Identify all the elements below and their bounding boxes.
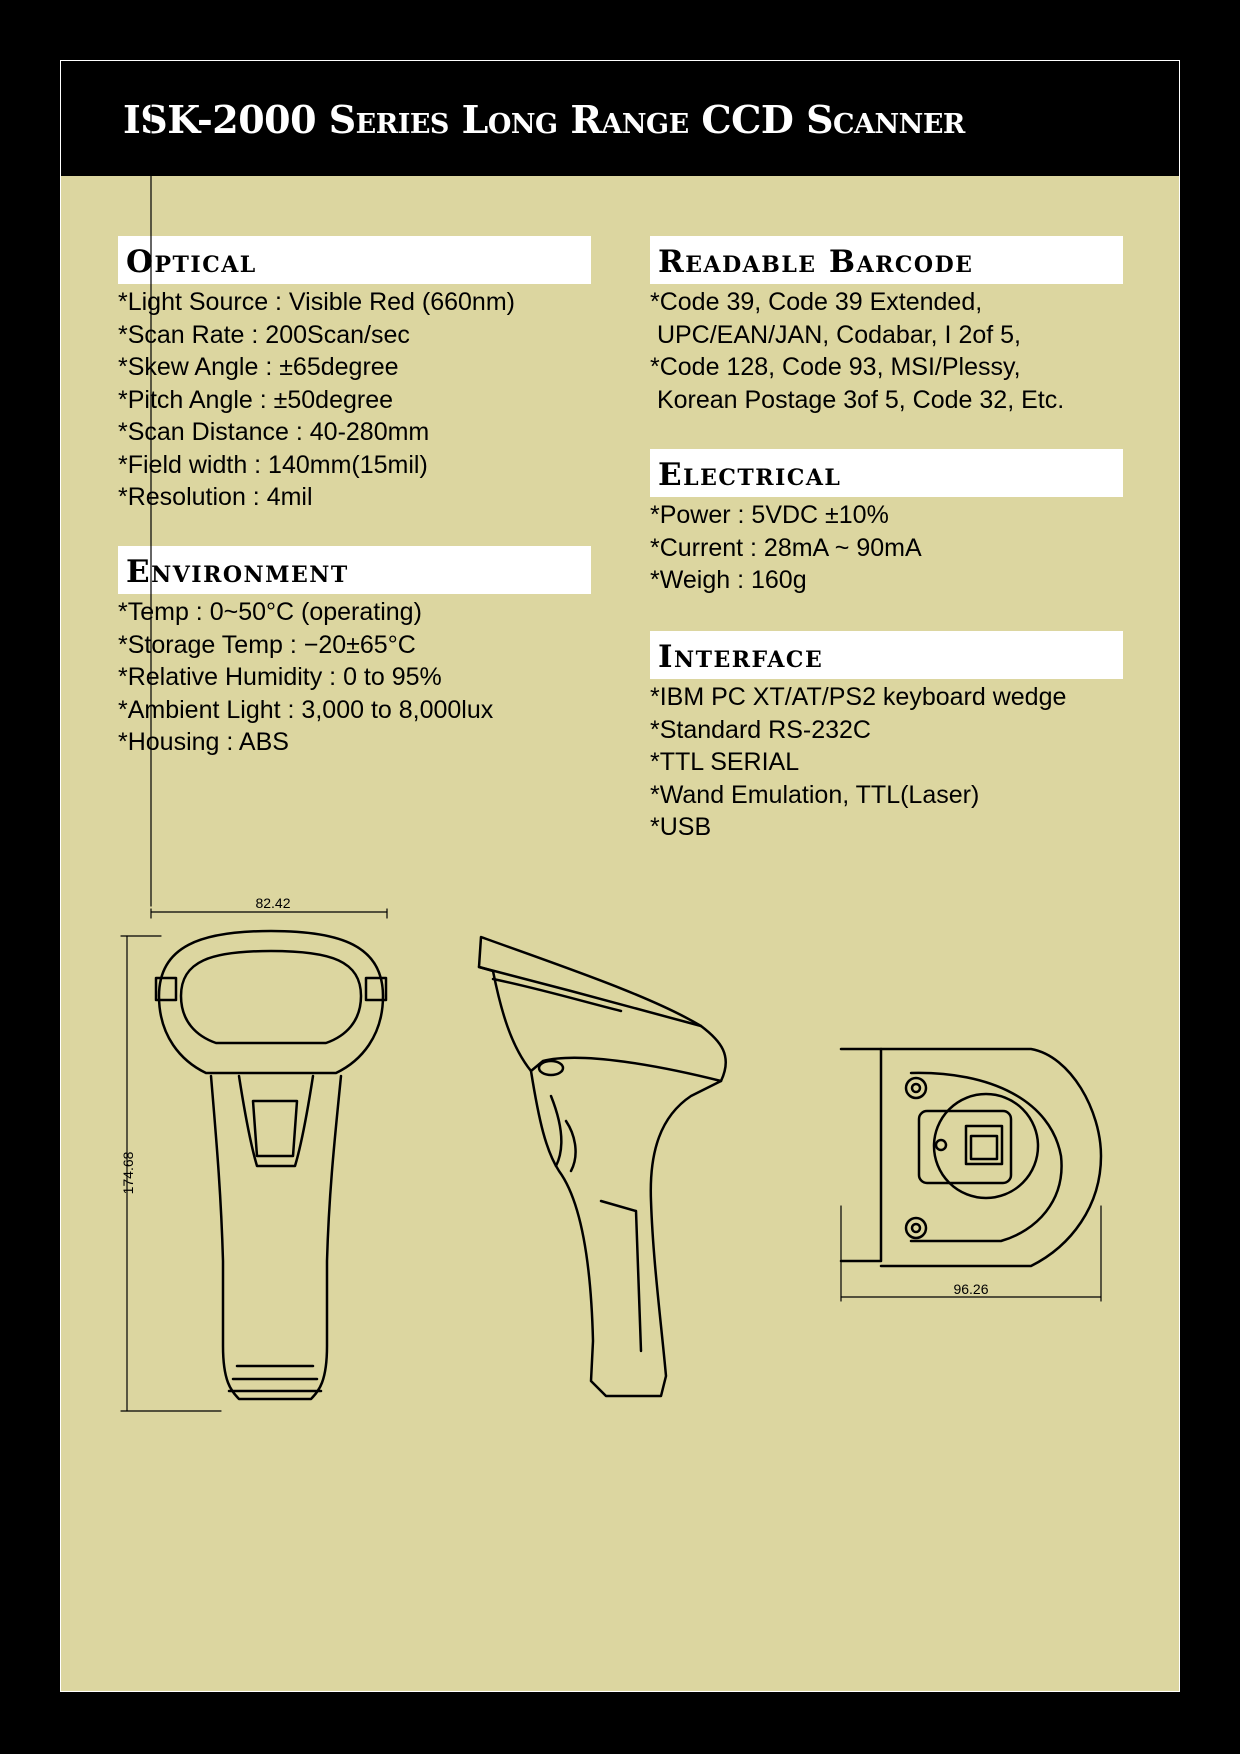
optical-spec-list [118, 286, 591, 514]
environment-spec-list [118, 596, 591, 759]
spec-item: *Code 128, Code 93, MSI/Plessy, [650, 353, 1021, 381]
barcode-spec-list [650, 286, 1123, 416]
spec-item: *Code 39, Code 39 Extended, [650, 288, 983, 316]
section-heading-optical: Optical [118, 236, 591, 284]
spec-item: *Scan Distance : 40-280mm [118, 418, 430, 446]
page-title: ISK-2000 Series Long Range CCD Scanner [123, 97, 965, 142]
spec-item: UPC/EAN/JAN, Codabar, I 2of 5, [650, 320, 1021, 349]
section-heading-electrical: Electrical [650, 449, 1123, 497]
spec-item: Korean Postage 3of 5, Code 32, Etc. [650, 385, 1065, 414]
section-optical [118, 236, 591, 514]
spec-item: *USB [650, 813, 712, 841]
section-electrical [650, 449, 1123, 597]
spec-sheet-panel [60, 60, 1180, 1692]
spec-item: *Light Source : Visible Red (660nm) [118, 288, 515, 316]
spec-item: *IBM PC XT/AT/PS2 keyboard wedge [650, 683, 1067, 711]
spec-item: *Housing : ABS [118, 728, 289, 756]
section-readable-barcode [650, 236, 1123, 416]
spec-item: *Relative Humidity : 0 to 95% [118, 663, 442, 691]
spec-item: *TTL SERIAL [650, 748, 800, 776]
front-width-dimension: 82.42 [255, 895, 291, 911]
front-height-dimension: 174.68 [120, 1151, 136, 1195]
interface-spec-list [650, 681, 1123, 844]
spec-item: *Skew Angle : ±65degree [118, 353, 399, 381]
spec-item: *Storage Temp : −20±65°C [118, 630, 416, 659]
spec-item: *Power : 5VDC ±10% [650, 501, 889, 529]
spec-item: *Field width : 140mm(15mil) [118, 450, 428, 479]
spec-item: *Current : 28mA ~ 90mA [650, 533, 922, 562]
spec-item: *Weigh : 160g [650, 566, 807, 594]
spec-item: *Pitch Angle : ±50degree [118, 385, 394, 414]
spec-item: *Resolution : 4mil [118, 483, 313, 511]
side-view-drawing [479, 937, 726, 1396]
spec-item: *Scan Rate : 200Scan/sec [118, 320, 410, 349]
spec-item: *Wand Emulation, TTL(Laser) [650, 780, 980, 809]
section-environment [118, 546, 591, 759]
electrical-spec-list [650, 499, 1123, 597]
spec-item: *Temp : 0~50°C (operating) [118, 598, 422, 626]
spec-item: *Standard RS-232C [650, 715, 871, 744]
bottom-width-dimension: 96.26 [953, 1281, 989, 1297]
section-heading-environment: Environment [118, 546, 591, 594]
spec-item: *Ambient Light : 3,000 to 8,000lux [118, 695, 494, 724]
section-heading-interface: Interface [650, 631, 1123, 679]
title-bar [61, 61, 1179, 176]
section-heading-readable-barcode: Readable Barcode [650, 236, 1123, 284]
section-interface [650, 631, 1123, 844]
bottom-view-drawing [841, 1049, 1101, 1301]
